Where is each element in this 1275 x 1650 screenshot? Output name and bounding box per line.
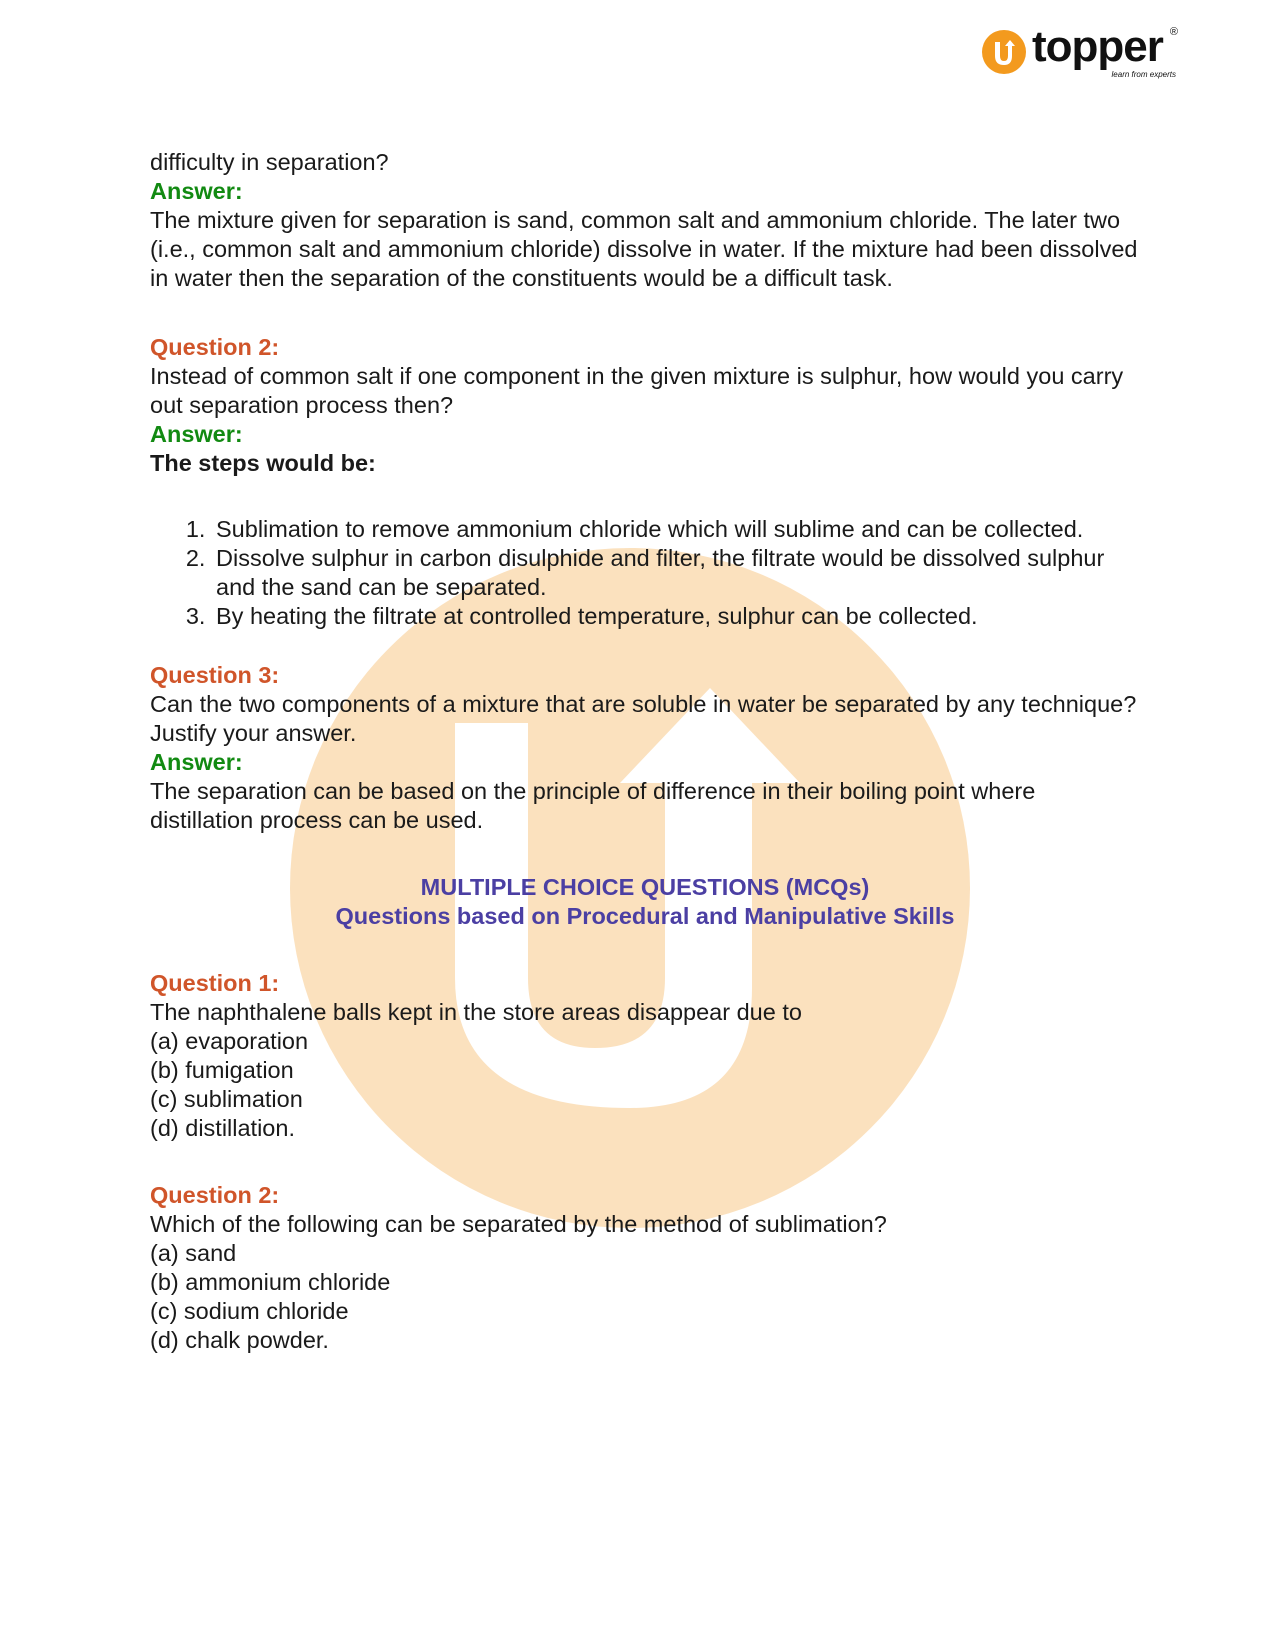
question-label: Question 2:: [150, 334, 280, 360]
option: (b) fumigation: [150, 1057, 294, 1083]
steps-list: [150, 515, 1140, 631]
page-content: [150, 148, 1140, 1355]
logo-mark-icon: [980, 28, 1028, 76]
question-text: Which of the following can be separated by the method of sublimation?: [150, 1211, 887, 1237]
answer-label: Answer:: [150, 178, 243, 204]
option: (a) evaporation: [150, 1028, 309, 1054]
question-label: Question 3:: [150, 662, 280, 688]
question-text: Instead of common salt if one component in the given mixture is sulphur, how would you carry out separation process then?: [150, 363, 1124, 418]
question-text: The naphthalene balls kept in the store areas disappear due to: [150, 999, 802, 1025]
question-label: Question 2:: [150, 1182, 280, 1208]
steps-intro: The steps would be:: [150, 450, 376, 476]
section-subtitle: Questions based on Procedural and Manipulative Skills: [335, 903, 955, 929]
option: (c) sodium chloride: [150, 1298, 349, 1324]
question-tail: difficulty in separation?: [150, 149, 389, 175]
list-item: 1. Sublimation to remove ammonium chloride which will sublime and can be collected.: [212, 515, 1140, 544]
registered-mark: ®: [1169, 26, 1178, 38]
answer-text: The mixture given for separation is sand, common salt and ammonium chloride. The later two (i.e., common salt and ammonium chloride) dissolve in water. If the mixture had been dissolved in water then the separation of the constituents would be a difficult task.: [150, 207, 1138, 291]
brand-logo: [980, 22, 1180, 82]
question-text: Can the two components of a mixture that are soluble in water be separated by any technique? Justify your answer.: [150, 691, 1137, 746]
question-label: Question 1:: [150, 970, 280, 996]
answer-label: Answer:: [150, 749, 243, 775]
option: (a) sand: [150, 1240, 237, 1266]
option: (d) distillation.: [150, 1115, 295, 1141]
option: (b) ammonium chloride: [150, 1269, 391, 1295]
answer-label: Answer:: [150, 421, 243, 447]
list-item: 3. By heating the filtrate at controlled temperature, sulphur can be collected.: [212, 602, 1140, 631]
section-title: MULTIPLE CHOICE QUESTIONS (MCQs): [420, 874, 870, 900]
option: (c) sublimation: [150, 1086, 303, 1112]
answer-text: The separation can be based on the principle of difference in their boiling point where distillation process can be used.: [150, 778, 1036, 833]
logo-wordmark: topper: [1032, 22, 1163, 71]
logo-tagline: learn from experts: [1111, 70, 1176, 79]
option: (d) chalk powder.: [150, 1327, 329, 1353]
list-item: 2. Dissolve sulphur in carbon disulphide and filter, the filtrate would be dissolved sulphur and the sand can be separated.: [212, 544, 1140, 602]
